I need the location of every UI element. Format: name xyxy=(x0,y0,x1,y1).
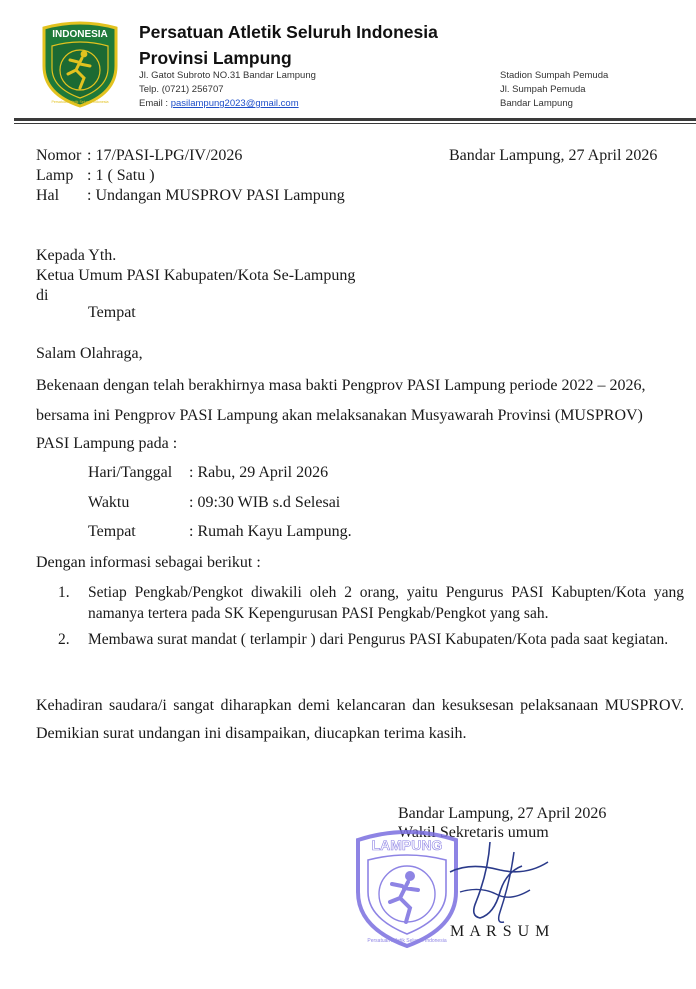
org-phone: Telp. (0721) 256707 xyxy=(139,84,224,95)
schedule-time-value: : 09:30 WIB s.d Selesai xyxy=(189,494,341,511)
pasi-logo xyxy=(40,20,120,108)
nomor-value: : 17/PASI-LPG/IV/2026 xyxy=(87,147,243,164)
org-address: Jl. Gatot Subroto NO.31 Bandar Lampung xyxy=(139,70,316,81)
recipient-line-1: Kepada Yth. xyxy=(36,247,117,264)
stamp-top-text: LAMPUNG xyxy=(371,837,443,853)
signature-title: Wakil Sekretaris umum xyxy=(398,824,549,841)
list-item-number: 2. xyxy=(58,631,70,648)
logo-text: INDONESIA xyxy=(52,29,108,40)
schedule-day-value: : Rabu, 29 April 2026 xyxy=(189,464,329,481)
handwritten-signature xyxy=(430,832,560,932)
greeting: Salam Olahraga, xyxy=(36,345,143,362)
list-item-text: Membawa surat mandat ( terlampir ) dari Pengurus PASI Kabupaten/Kota pada saat kegiatan. xyxy=(88,631,669,648)
org-email-line xyxy=(139,97,299,111)
hal-value: : Undangan MUSPROV PASI Lampung xyxy=(87,187,345,204)
recipient-line-2: Ketua Umum PASI Kabupaten/Kota Se-Lampung xyxy=(36,267,356,284)
schedule-day-label: Hari/Tanggal xyxy=(88,464,173,481)
header-divider-thin xyxy=(14,123,696,124)
venue-line-2: Jl. Sumpah Pemuda xyxy=(500,84,586,95)
list-item-number: 1. xyxy=(58,584,70,601)
venue-line-1: Stadion Sumpah Pemuda xyxy=(500,70,609,81)
email-label: Email : xyxy=(139,98,171,109)
letter-place-date: Bandar Lampung, 27 April 2026 xyxy=(449,147,658,164)
closing-paragraph: Kehadiran saudara/i sangat diharapkan demi kelancaran dan kesuksesan pelaksanaan MUSPROV. Demikian surat undangan ini disampaikan, diucapkan terima kasih. xyxy=(36,697,684,742)
hal-label: Hal xyxy=(36,187,60,204)
schedule-time-label: Waktu xyxy=(88,494,130,511)
lamp-label: Lamp xyxy=(36,167,74,184)
org-name: Persatuan Atletik Seluruh Indonesia xyxy=(139,22,438,42)
para1-line-1: Bekenaan dengan telah berakhirnya masa bakti Pengprov PASI Lampung periode 2022 – 2026, xyxy=(36,377,646,394)
venue-line-3: Bandar Lampung xyxy=(500,98,573,109)
stamp-ring-text: Persatuan Atletik Seluruh Indonesia xyxy=(367,938,447,944)
schedule-place-label: Tempat xyxy=(88,523,136,540)
para1-line-3: PASI Lampung pada : xyxy=(36,435,178,452)
signature-place-date: Bandar Lampung, 27 April 2026 xyxy=(398,805,607,822)
header-divider-thick xyxy=(14,118,696,121)
list-item xyxy=(36,629,684,650)
recipient-line-3: di xyxy=(36,287,49,304)
org-province: Provinsi Lampung xyxy=(139,48,292,68)
lamp-value: : 1 ( Satu ) xyxy=(87,167,155,184)
signatory-name: M A R S U M xyxy=(450,923,551,940)
info-intro: Dengan informasi sebagai berikut : xyxy=(36,554,261,571)
para1-line-2: bersama ini Pengprov PASI Lampung akan melaksanakan Musyawarah Provinsi (MUSPROV) xyxy=(36,407,643,424)
schedule-place-value: : Rumah Kayu Lampung. xyxy=(189,523,352,540)
logo-ring-text: Persatuan Atletik Seluruh Indonesia xyxy=(51,100,109,104)
recipient-line-4: Tempat xyxy=(88,304,136,321)
email-link[interactable]: pasilampung2023@gmail.com xyxy=(170,98,299,109)
info-list xyxy=(36,582,684,655)
nomor-label: Nomor xyxy=(36,147,82,164)
list-item xyxy=(36,582,684,624)
list-item-text: Setiap Pengkab/Pengkot diwakili oleh 2 orang, yaitu Pengurus PASI Kabupten/Kota yang namanya tertera pada SK Kepengurusan PASI Pengkab/Pengkot yang sah. xyxy=(88,584,684,622)
